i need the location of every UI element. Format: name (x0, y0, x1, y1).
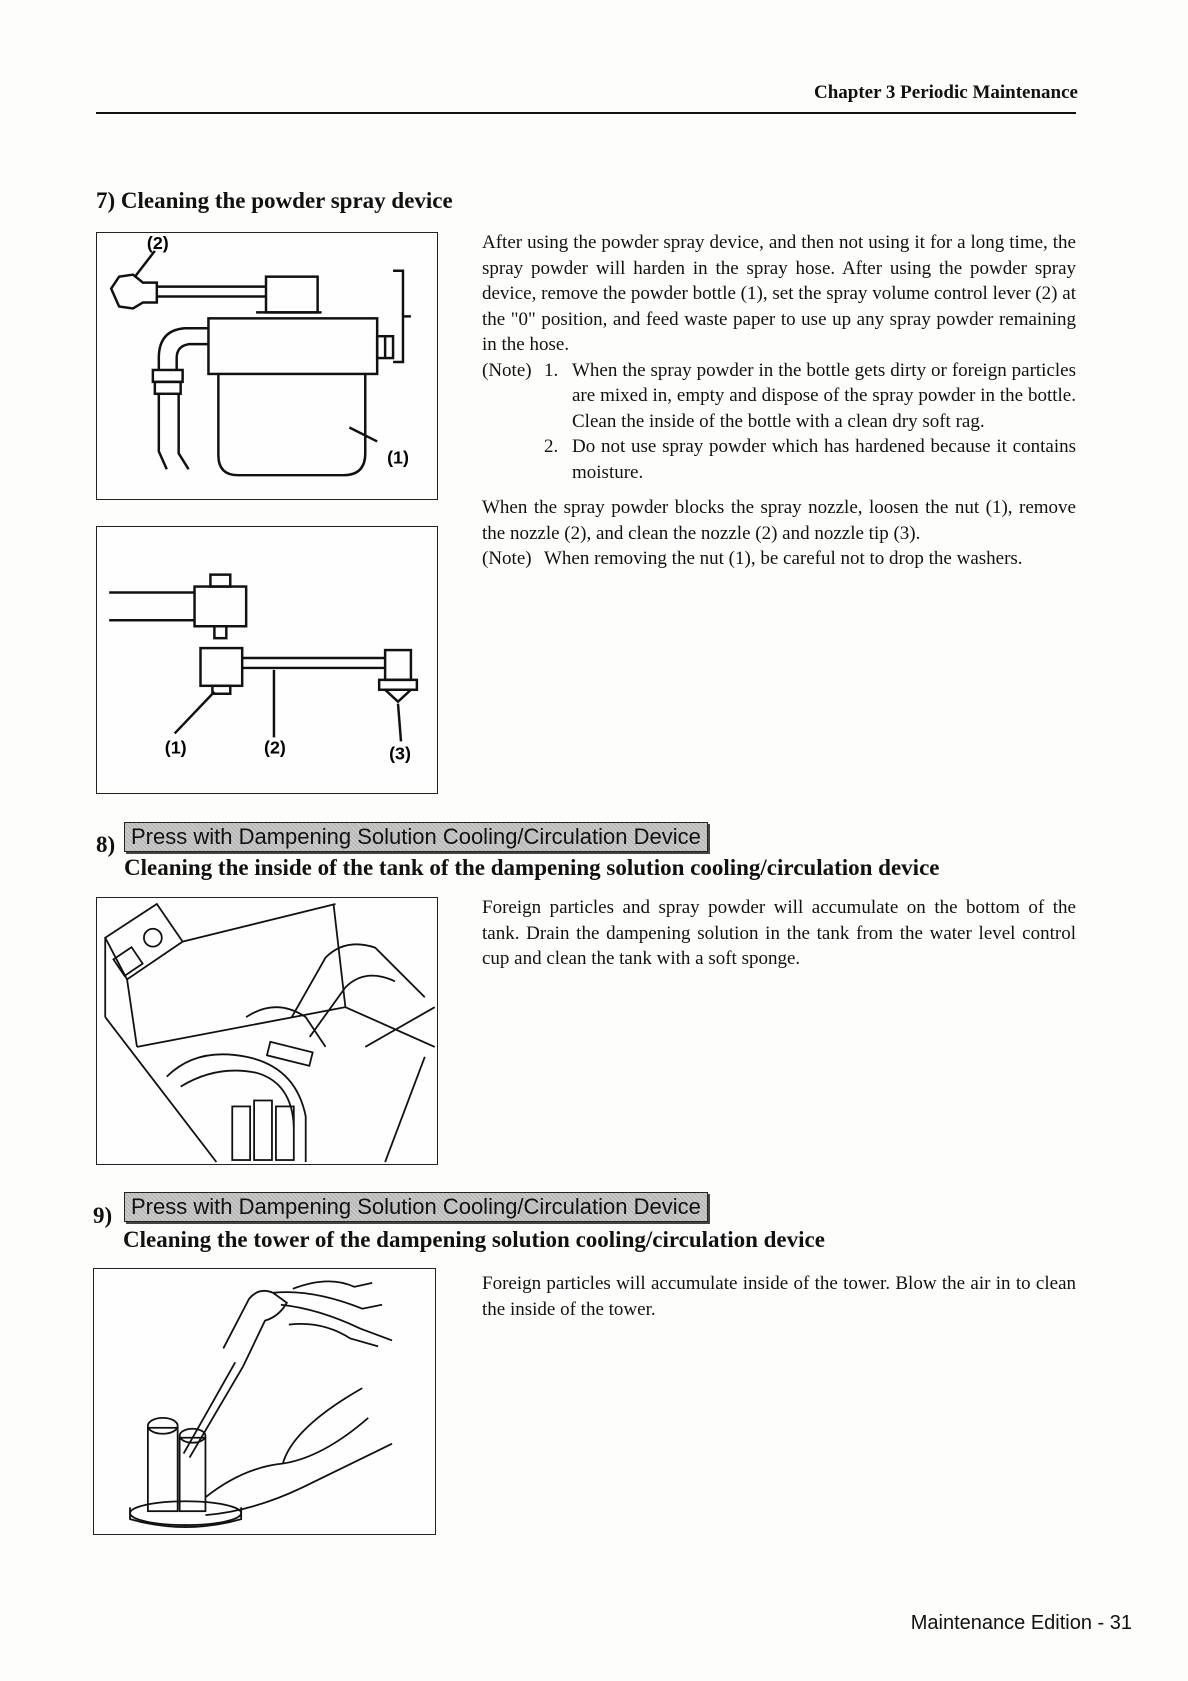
spray-nozzle-figure (96, 526, 438, 794)
section-8-paragraph: Foreign particles and spray powder will accumulate on the bottom of the tank. Drain the dampening solution in the tank from the water level control cup and clean the tank with a soft sponge. (482, 897, 1076, 969)
tower-cleaning-figure (93, 1268, 436, 1535)
figure2-label-nut: (1) (164, 737, 187, 758)
note-text: When removing the nut (1), be careful not to drop the washers. (544, 548, 1023, 569)
note-label: (Note) (482, 548, 532, 569)
section-7-number: 7) (96, 188, 116, 213)
note-text: When the spray powder in the bottle gets dirty or foreign particles are mixed in, empty and dispose of the spray powder in the bottle. Clean the inside of the bottle with a clean dry soft rag. (572, 359, 1076, 432)
section-7-title: Cleaning the powder spray device (120, 188, 453, 213)
section-7-notes (482, 358, 1076, 486)
figure2-label-tip: (3) (389, 743, 411, 764)
section-7-paragraph-1: After using the powder spray device, and then not using it for a long time, the spray powder will harden in the spray hose. After using the powder spray device, remove the powder bottle (1), set the spray volume control lever (2) at the "0" position, and feed waste paper to use up any spray powder remaining in the hose. (482, 232, 1076, 355)
section-9-number: 9) (93, 1203, 113, 1228)
section-9-badge: Press with Dampening Solution Cooling/Circulation Device (124, 1192, 708, 1222)
figure1-label-bottle: (1) (387, 447, 409, 468)
chapter-header: Chapter 3 Periodic Maintenance (813, 82, 1078, 103)
page-footer: Maintenance Edition - 31 (910, 1612, 1132, 1634)
note-item (544, 434, 1076, 485)
section-9-text (482, 1271, 1076, 1322)
powder-spray-device-drawing (97, 233, 437, 499)
section-7-note-2 (482, 546, 1076, 572)
section-7-paragraph-2: When the spray powder blocks the spray nozzle, loosen the nut (1), remove the nozzle (2), and clean the nozzle (2) and nozzle tip (3). (482, 497, 1076, 544)
tank-cleaning-figure (96, 897, 438, 1165)
figure1-label-lever: (2) (146, 233, 169, 253)
tower-cleaning-drawing (94, 1269, 435, 1534)
note-label: (Note) (482, 359, 532, 381)
spray-nozzle-drawing (97, 527, 437, 793)
note-number: 2. (544, 436, 559, 457)
note-item (544, 358, 1076, 435)
section-9-paragraph: Foreign particles will accumulate inside of the tower. Blow the air in to clean the inside of the tower. (482, 1273, 1076, 1320)
powder-spray-device-figure (96, 232, 438, 500)
section-7-heading (96, 188, 453, 214)
section-9-title: Cleaning the tower of the dampening solution cooling/circulation device (123, 1227, 825, 1252)
section-7-text (482, 230, 1076, 572)
section-8-badge: Press with Dampening Solution Cooling/Circulation Device (124, 822, 708, 852)
note-text: Do not use spray powder which has hardened because it contains moisture. (572, 436, 1076, 483)
note-number: 1. (544, 359, 559, 381)
section-8-title: Cleaning the inside of the tank of the dampening solution cooling/circulation device (124, 855, 940, 880)
section-8-number: 8) (96, 832, 116, 857)
figure2-label-nozzle: (2) (264, 737, 286, 758)
tank-cleaning-drawing (97, 898, 437, 1164)
section-8-text (482, 895, 1076, 972)
header-divider (96, 112, 1076, 114)
